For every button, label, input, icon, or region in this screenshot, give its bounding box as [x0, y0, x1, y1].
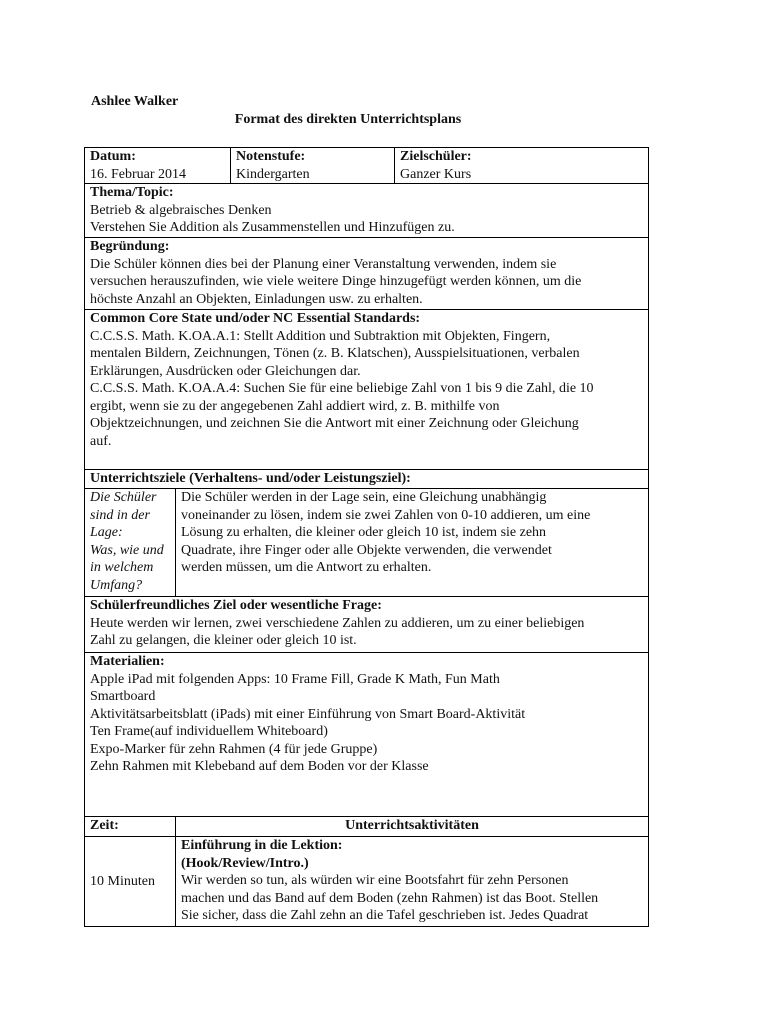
ziele-left-line: in welchem [90, 560, 154, 575]
frage-line: Zahl zu gelangen, die kleiner oder gleich 10 ist. [90, 633, 357, 648]
frage-cell [85, 597, 649, 653]
notenstufe-label: Notenstufe: [236, 149, 306, 164]
datum-cell [85, 148, 231, 184]
aktivitaeten-row [85, 837, 649, 927]
ziele-left-cell [85, 489, 176, 597]
info-row [85, 148, 649, 184]
datum-value: 16. Februar 2014 [90, 166, 187, 182]
standards-line: ergibt, wenn sie zu der angegebenen Zahl addiert wird, z. B. mithilfe von [90, 398, 500, 414]
aktivitaeten-header-row [85, 817, 649, 837]
frage-row [85, 597, 649, 653]
zeit-value-cell [85, 837, 176, 927]
materialien-cell [85, 653, 649, 817]
aktivitaeten-header-cell [176, 817, 649, 837]
ziele-right-line: voneinander zu lösen, indem sie zwei Zahlen von 0-10 addieren, um eine [181, 507, 591, 523]
thema-line: Verstehen Sie Addition als Zusammenstellen und Hinzufügen zu. [90, 220, 455, 235]
materialien-line: Smartboard [90, 689, 156, 704]
intro-heading: Einführung in die Lektion: [181, 838, 343, 853]
thema-line: Betrieb & algebraisches Denken [90, 202, 272, 218]
ziele-left-line: Umfang? [90, 577, 143, 593]
ziele-right-line: werden müssen, um die Antwort zu erhalten. [181, 560, 432, 575]
materialien-line: Zehn Rahmen mit Klebeband auf dem Boden vor der Klasse [90, 759, 429, 774]
zeit-value: 10 Minuten [90, 873, 155, 889]
ziele-right-line: Quadrate, ihre Finger oder alle Objekte verwenden, die verwendet [181, 542, 552, 558]
standards-line: C.C.S.S. Math. K.OA.A.4: Suchen Sie für eine beliebige Zahl von 1 bis 9 die Zahl, die 10 [90, 381, 594, 396]
ziele-left-line: Die Schüler [90, 490, 157, 505]
frage-line: Heute werden wir lernen, zwei verschiedene Zahlen zu addieren, um zu einer beliebigen [90, 615, 585, 631]
notenstufe-value: Kindergarten [236, 166, 310, 182]
notenstufe-cell [231, 148, 395, 184]
document-title: Format des direkten Unterrichtsplans [234, 112, 462, 127]
intro-subheading: (Hook/Review/Intro.) [181, 855, 309, 871]
zielschueler-value: Ganzer Kurs [400, 166, 472, 182]
standards-line: auf. [90, 433, 112, 449]
materialien-row [85, 653, 649, 817]
zielschueler-cell [395, 148, 649, 184]
standards-line: C.C.S.S. Math. K.OA.A.1: Stellt Addition und Subtraktion mit Objekten, Fingern, [90, 328, 551, 344]
begruendung-row [85, 238, 649, 310]
datum-label: Datum: [90, 149, 136, 164]
begruendung-line: höchste Anzahl an Objekten, Einladungen usw. zu erhalten. [90, 291, 423, 307]
thema-label: Thema/Topic: [90, 185, 174, 200]
aktivitaeten-label: Unterrichtsaktivitäten [345, 818, 479, 833]
ziele-left-line: sind in der [90, 507, 150, 523]
zeit-header-cell [85, 817, 176, 837]
standards-label: Common Core State und/oder NC Essential Standards: [90, 311, 421, 326]
materialien-label: Materialien: [90, 654, 165, 669]
standards-line: mentalen Bildern, Zeichnungen, Tönen (z. B. Klatschen), Ausspielsituationen, verbalen [90, 346, 580, 361]
ziele-header-row [85, 470, 649, 489]
begruendung-line: Die Schüler können dies bei der Planung einer Veranstaltung verwenden, indem sie [90, 256, 557, 272]
materialien-line: Expo-Marker für zehn Rahmen (4 für jede Gruppe) [90, 741, 378, 757]
begruendung-line: versuchen herauszufinden, wie viele weitere Dinge hinzugefügt werden können, um die [90, 274, 582, 289]
ziele-right-line: Lösung zu erhalten, die kleiner oder gleich 10 ist, indem sie zehn [181, 525, 547, 540]
aktivitaeten-line: Wir werden so tun, als würden wir eine Bootsfahrt für zehn Personen [181, 873, 569, 888]
zeit-label: Zeit: [90, 818, 119, 833]
ziele-label: Unterrichtsziele (Verhaltens- und/oder Leistungsziel): [90, 471, 411, 486]
thema-row [85, 184, 649, 238]
ziele-header-cell [85, 470, 649, 489]
frage-label: Schülerfreundliches Ziel oder wesentliche Frage: [90, 598, 382, 613]
ziele-right-cell [176, 489, 649, 597]
standards-cell [85, 310, 649, 470]
author-name: Ashlee Walker [91, 94, 179, 109]
standards-row [85, 310, 649, 470]
begruendung-cell [85, 238, 649, 310]
begruendung-label: Begründung: [90, 239, 170, 254]
zielschueler-label: Zielschüler: [400, 149, 472, 164]
thema-cell [85, 184, 649, 238]
aktivitaeten-line: Sie sicher, dass die Zahl zehn an die Tafel geschrieben ist. Jedes Quadrat [181, 908, 589, 923]
aktivitaeten-line: machen und das Band auf dem Boden (zehn Rahmen) ist das Boot. Stellen [181, 890, 599, 906]
ziele-right-line: Die Schüler werden in der Lage sein, eine Gleichung unabhängig [181, 490, 547, 505]
ziele-row [85, 489, 649, 597]
materialien-line: Aktivitätsarbeitsblatt (iPads) mit einer Einführung von Smart Board-Aktivität [90, 706, 526, 722]
aktivitaeten-content-cell [176, 837, 649, 927]
ziele-left-line: Was, wie und [90, 542, 164, 558]
ziele-left-line: Lage: [90, 525, 123, 540]
standards-line: Objektzeichnungen, und zeichnen Sie die Antwort mit einer Zeichnung oder Gleichung [90, 416, 579, 431]
lesson-plan-table [84, 147, 649, 927]
materialien-line: Ten Frame(auf individuellem Whiteboard) [90, 724, 328, 739]
materialien-line: Apple iPad mit folgenden Apps: 10 Frame Fill, Grade K Math, Fun Math [90, 671, 500, 687]
standards-line: Erklärungen, Ausdrücken oder Gleichungen dar. [90, 363, 361, 379]
